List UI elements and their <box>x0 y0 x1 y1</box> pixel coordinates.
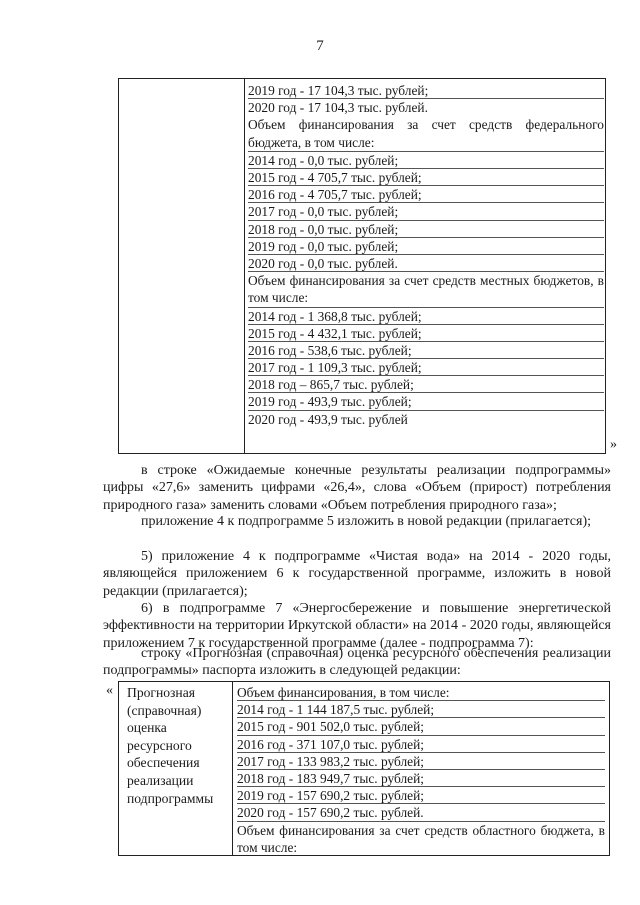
row-label-line: ресурсного <box>127 737 192 753</box>
paragraph <box>103 548 611 600</box>
funding-line: 2017 год - 0,0 тыс. рублей; <box>248 203 604 220</box>
row-label-line: Прогнозная <box>127 685 195 700</box>
funding-line: 2015 год - 4 432,1 тыс. рублей; <box>248 325 604 342</box>
funding-line: 2015 год - 4 705,7 тыс. рублей; <box>248 169 604 186</box>
funding-heading-local: Объем финансирования за счет средств местных бюджетов, в том числе: <box>248 272 604 307</box>
paragraph <box>103 462 611 514</box>
closing-quote: » <box>610 437 617 452</box>
funding-line: 2020 год - 17 104,3 тыс. рублей. <box>248 100 428 116</box>
funding-column <box>237 684 605 856</box>
row-label-line: реализации <box>127 772 194 788</box>
funding-line: 2014 год - 0,0 тыс. рублей; <box>248 152 604 169</box>
funding-line: 2018 год - 183 949,7 тыс. рублей; <box>237 770 605 787</box>
funding-line: Объем финансирования, в том числе: <box>237 684 605 701</box>
paragraph-text: строку «Прогнозная (справочная) оценка ресурсного обеспечения реализации подпрограммы» паспорта изложить в следующей редакции: <box>103 646 611 679</box>
row-label-line: (справочная) <box>127 702 202 718</box>
funding-line: 2020 год - 157 690,2 тыс. рублей. <box>237 804 605 821</box>
funding-line: 2016 год - 371 107,0 тыс. рублей; <box>237 736 605 753</box>
paragraph <box>103 645 611 680</box>
table-column-divider <box>244 79 245 453</box>
funding-line: 2019 год - 17 104,3 тыс. рублей; <box>248 82 604 99</box>
paragraph-text: в строке «Ожидаемые конечные результаты реализации подпрограммы» цифры «27,6» заменить цифрами «26,4», слова «Объем (прирост) потребления природного газа» заменить словами «Объем потребления природного газа»; <box>103 463 611 513</box>
paragraph-text: 6) в подпрограмме 7 «Энергосбережение и повышение энергетической эффективности на территории Иркутской области» на 2014 - 2020 годы, являющейся приложением 7 к государственной программе (далее - подпрограмма 7): <box>103 601 611 651</box>
table-column-divider <box>232 682 233 855</box>
funding-line: 2020 год - 0,0 тыс. рублей. <box>248 255 604 272</box>
funding-line: 2016 год - 538,6 тыс. рублей; <box>248 342 604 359</box>
funding-heading-regional: Объем финансирования за счет средств областного бюджета, в том числе: <box>237 822 605 855</box>
row-label-line: подпрограммы <box>127 790 214 806</box>
funding-line: 2016 год - 4 705,7 тыс. рублей; <box>248 186 604 203</box>
paragraph-text: 5) приложение 4 к подпрограмме «Чистая вода» на 2014 - 2020 годы, являющейся приложением 6 к государственной программе, изложить в новой редакции (прилагается); <box>103 549 611 599</box>
funding-column <box>248 82 604 428</box>
funding-line: 2018 год – 865,7 тыс. рублей; <box>248 376 604 393</box>
funding-line: 2015 год - 901 502,0 тыс. рублей; <box>237 718 605 735</box>
funding-line: 2017 год - 133 983,2 тыс. рублей; <box>237 753 605 770</box>
funding-line: 2017 год - 1 109,3 тыс. рублей; <box>248 359 604 376</box>
funding-line: 2019 год - 493,9 тыс. рублей; <box>248 393 604 410</box>
funding-line: 2019 год - 0,0 тыс. рублей; <box>248 238 604 255</box>
row-label-line: обеспечения <box>127 755 200 771</box>
funding-line: 2018 год - 0,0 тыс. рублей; <box>248 221 604 238</box>
funding-line: 2019 год - 157 690,2 тыс. рублей; <box>237 787 605 804</box>
funding-table-bottom <box>118 681 610 856</box>
funding-line: 2014 год - 1 368,8 тыс. рублей; <box>248 308 604 325</box>
funding-table-top <box>118 78 606 454</box>
opening-quote: « <box>106 683 113 698</box>
paragraph <box>103 513 611 530</box>
row-label <box>127 684 227 807</box>
row-label-line: оценка <box>127 720 167 736</box>
funding-line: 2020 год - 493,9 тыс. рублей <box>248 411 408 427</box>
funding-heading-federal: Объем финансирования за счет средств федерального бюджета, в том числе: <box>248 116 604 151</box>
page-number: 7 <box>316 38 324 54</box>
paragraph-text: приложение 4 к подпрограмме 5 изложить в новой редакции (прилагается); <box>141 514 592 529</box>
funding-line: 2014 год - 1 144 187,5 тыс. рублей; <box>237 701 605 718</box>
